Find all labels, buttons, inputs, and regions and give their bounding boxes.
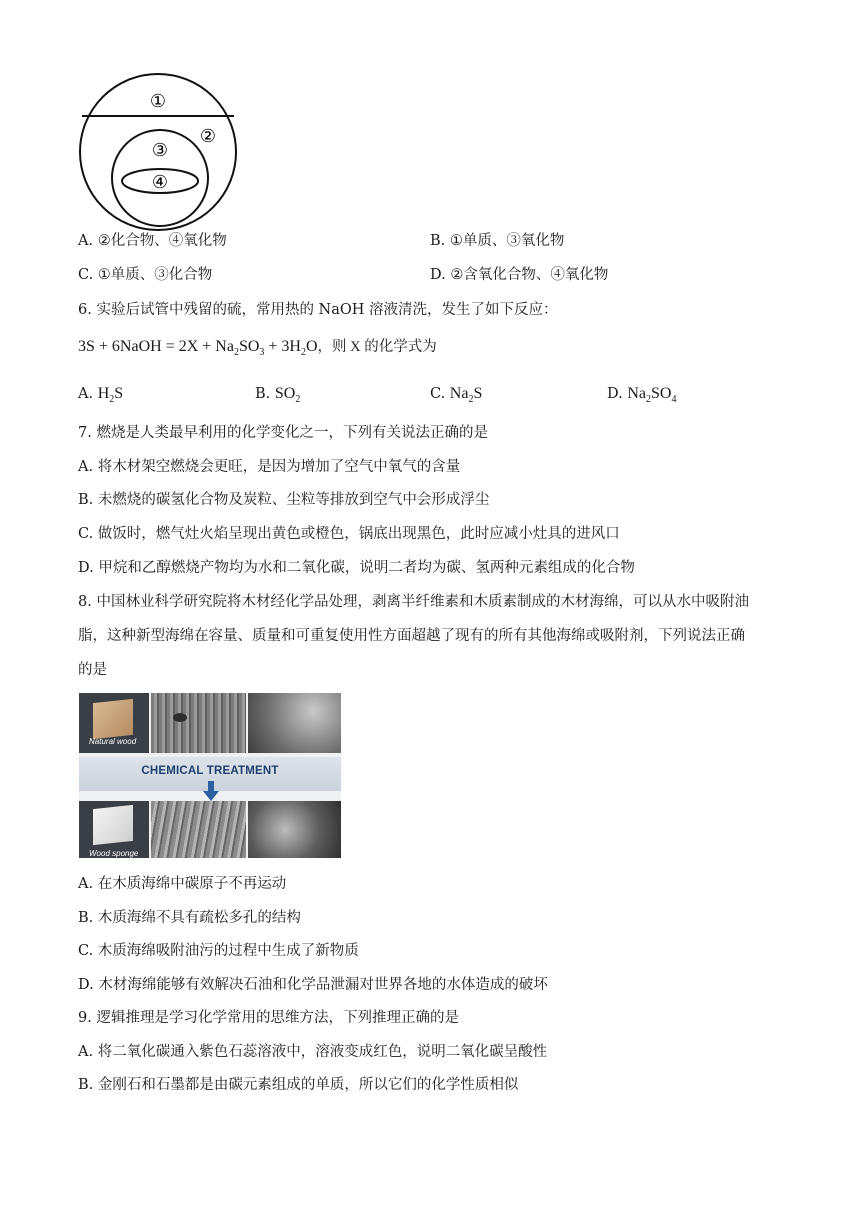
- q9-option-b: B. 金刚石和石墨都是由碳元素组成的单质，所以它们的化学性质相似: [78, 1077, 519, 1093]
- q6-stem: 6. 实验后试管中残留的硫，常用热的 NaOH 溶液清洗，发生了如下反应：: [78, 302, 558, 318]
- q8-stem-line2: 脂，这种新型海绵在容量、质量和可重复使用性方面超越了现有的所有其他海绵或吸附剂，下列说法正确: [78, 628, 745, 644]
- q8-option-a: A. 在木质海绵中碳原子不再运动: [78, 876, 287, 892]
- q6-option-b: B. $SO_2$: [255, 385, 301, 405]
- q7-option-a: A. 将木材架空燃烧会更旺，是因为增加了空气中氧气的含量: [78, 459, 461, 475]
- q6-option-d: D. $Na_2SO_4$: [607, 385, 677, 405]
- wood-sponge-sem-2: [248, 801, 341, 858]
- diagram-label-1: ①: [149, 91, 167, 112]
- q5-option-a: A. ②化合物、④氧化物: [78, 233, 227, 249]
- natural-wood-label: Natural wood: [89, 737, 137, 746]
- chemical-treatment-label: CHEMICAL TREATMENT: [141, 765, 279, 777]
- q7-option-b: B. 未燃烧的碳氢化合物及炭粒、尘粒等排放到空气中会形成浮尘: [78, 492, 490, 508]
- q8-option-d: D. 木材海绵能够有效解决石油和化学品泄漏对世界各地的水体造成的破坏: [78, 977, 548, 993]
- q6-option-c: C. $Na_2S$: [430, 385, 483, 405]
- diagram-label-2: ②: [199, 126, 217, 147]
- wood-sponge-figure: [79, 693, 341, 858]
- q8-option-c: C. 木质海绵吸附油污的过程中生成了新物质: [78, 943, 359, 959]
- q6-equation: 3S + 6NaOH = $2X + Na_2SO_3 + 3H_2O$，则 X 的化学式为: [78, 338, 437, 358]
- q5-option-c: C. ①单质、③化合物: [78, 267, 213, 283]
- wood-sponge-label: Wood sponge: [89, 849, 139, 858]
- q8-option-b: B. 木质海绵不具有疏松多孔的结构: [78, 910, 301, 926]
- diagram-label-3: ③: [151, 140, 169, 161]
- down-arrow-icon: [203, 781, 219, 801]
- q7-option-d: D. 甲烷和乙醇燃烧产物均为水和二氧化碳，说明二者均为碳、氢两种元素组成的化合物: [78, 560, 635, 576]
- q5-option-d: D. ②含氧化合物、④氧化物: [430, 267, 609, 283]
- q7-stem: 7. 燃烧是人类最早利用的化学变化之一，下列有关说法正确的是: [78, 425, 488, 441]
- wood-sponge-sem-1: [151, 801, 246, 858]
- classification-diagram: [78, 72, 238, 232]
- q9-stem: 9. 逻辑推理是学习化学常用的思维方法，下列推理正确的是: [78, 1010, 459, 1026]
- q6-option-a: A. $H_2S$: [78, 385, 124, 405]
- q6-equation-suffix: ，则 X 的化学式为: [317, 339, 437, 355]
- q9-option-a: A. 将二氧化碳通入紫色石蕊溶液中，溶液变成红色，说明二氧化碳呈酸性: [78, 1044, 548, 1060]
- q8-stem-line1: 8. 中国林业科学研究院将木材经化学品处理，剥离半纤维素和木质素制成的木材海绵，可以从水中吸附油: [78, 594, 749, 610]
- natural-wood-sem-1: [151, 693, 246, 753]
- natural-wood-sem-2: [248, 693, 341, 753]
- diagram-label-4: ④: [151, 172, 169, 193]
- q5-option-b: B. ①单质、③氧化物: [430, 233, 565, 249]
- q7-option-c: C. 做饭时，燃气灶火焰呈现出黄色或橙色，锅底出现黑色，此时应减小灶具的进风口: [78, 526, 620, 542]
- q8-stem-line3: 的是: [78, 662, 107, 678]
